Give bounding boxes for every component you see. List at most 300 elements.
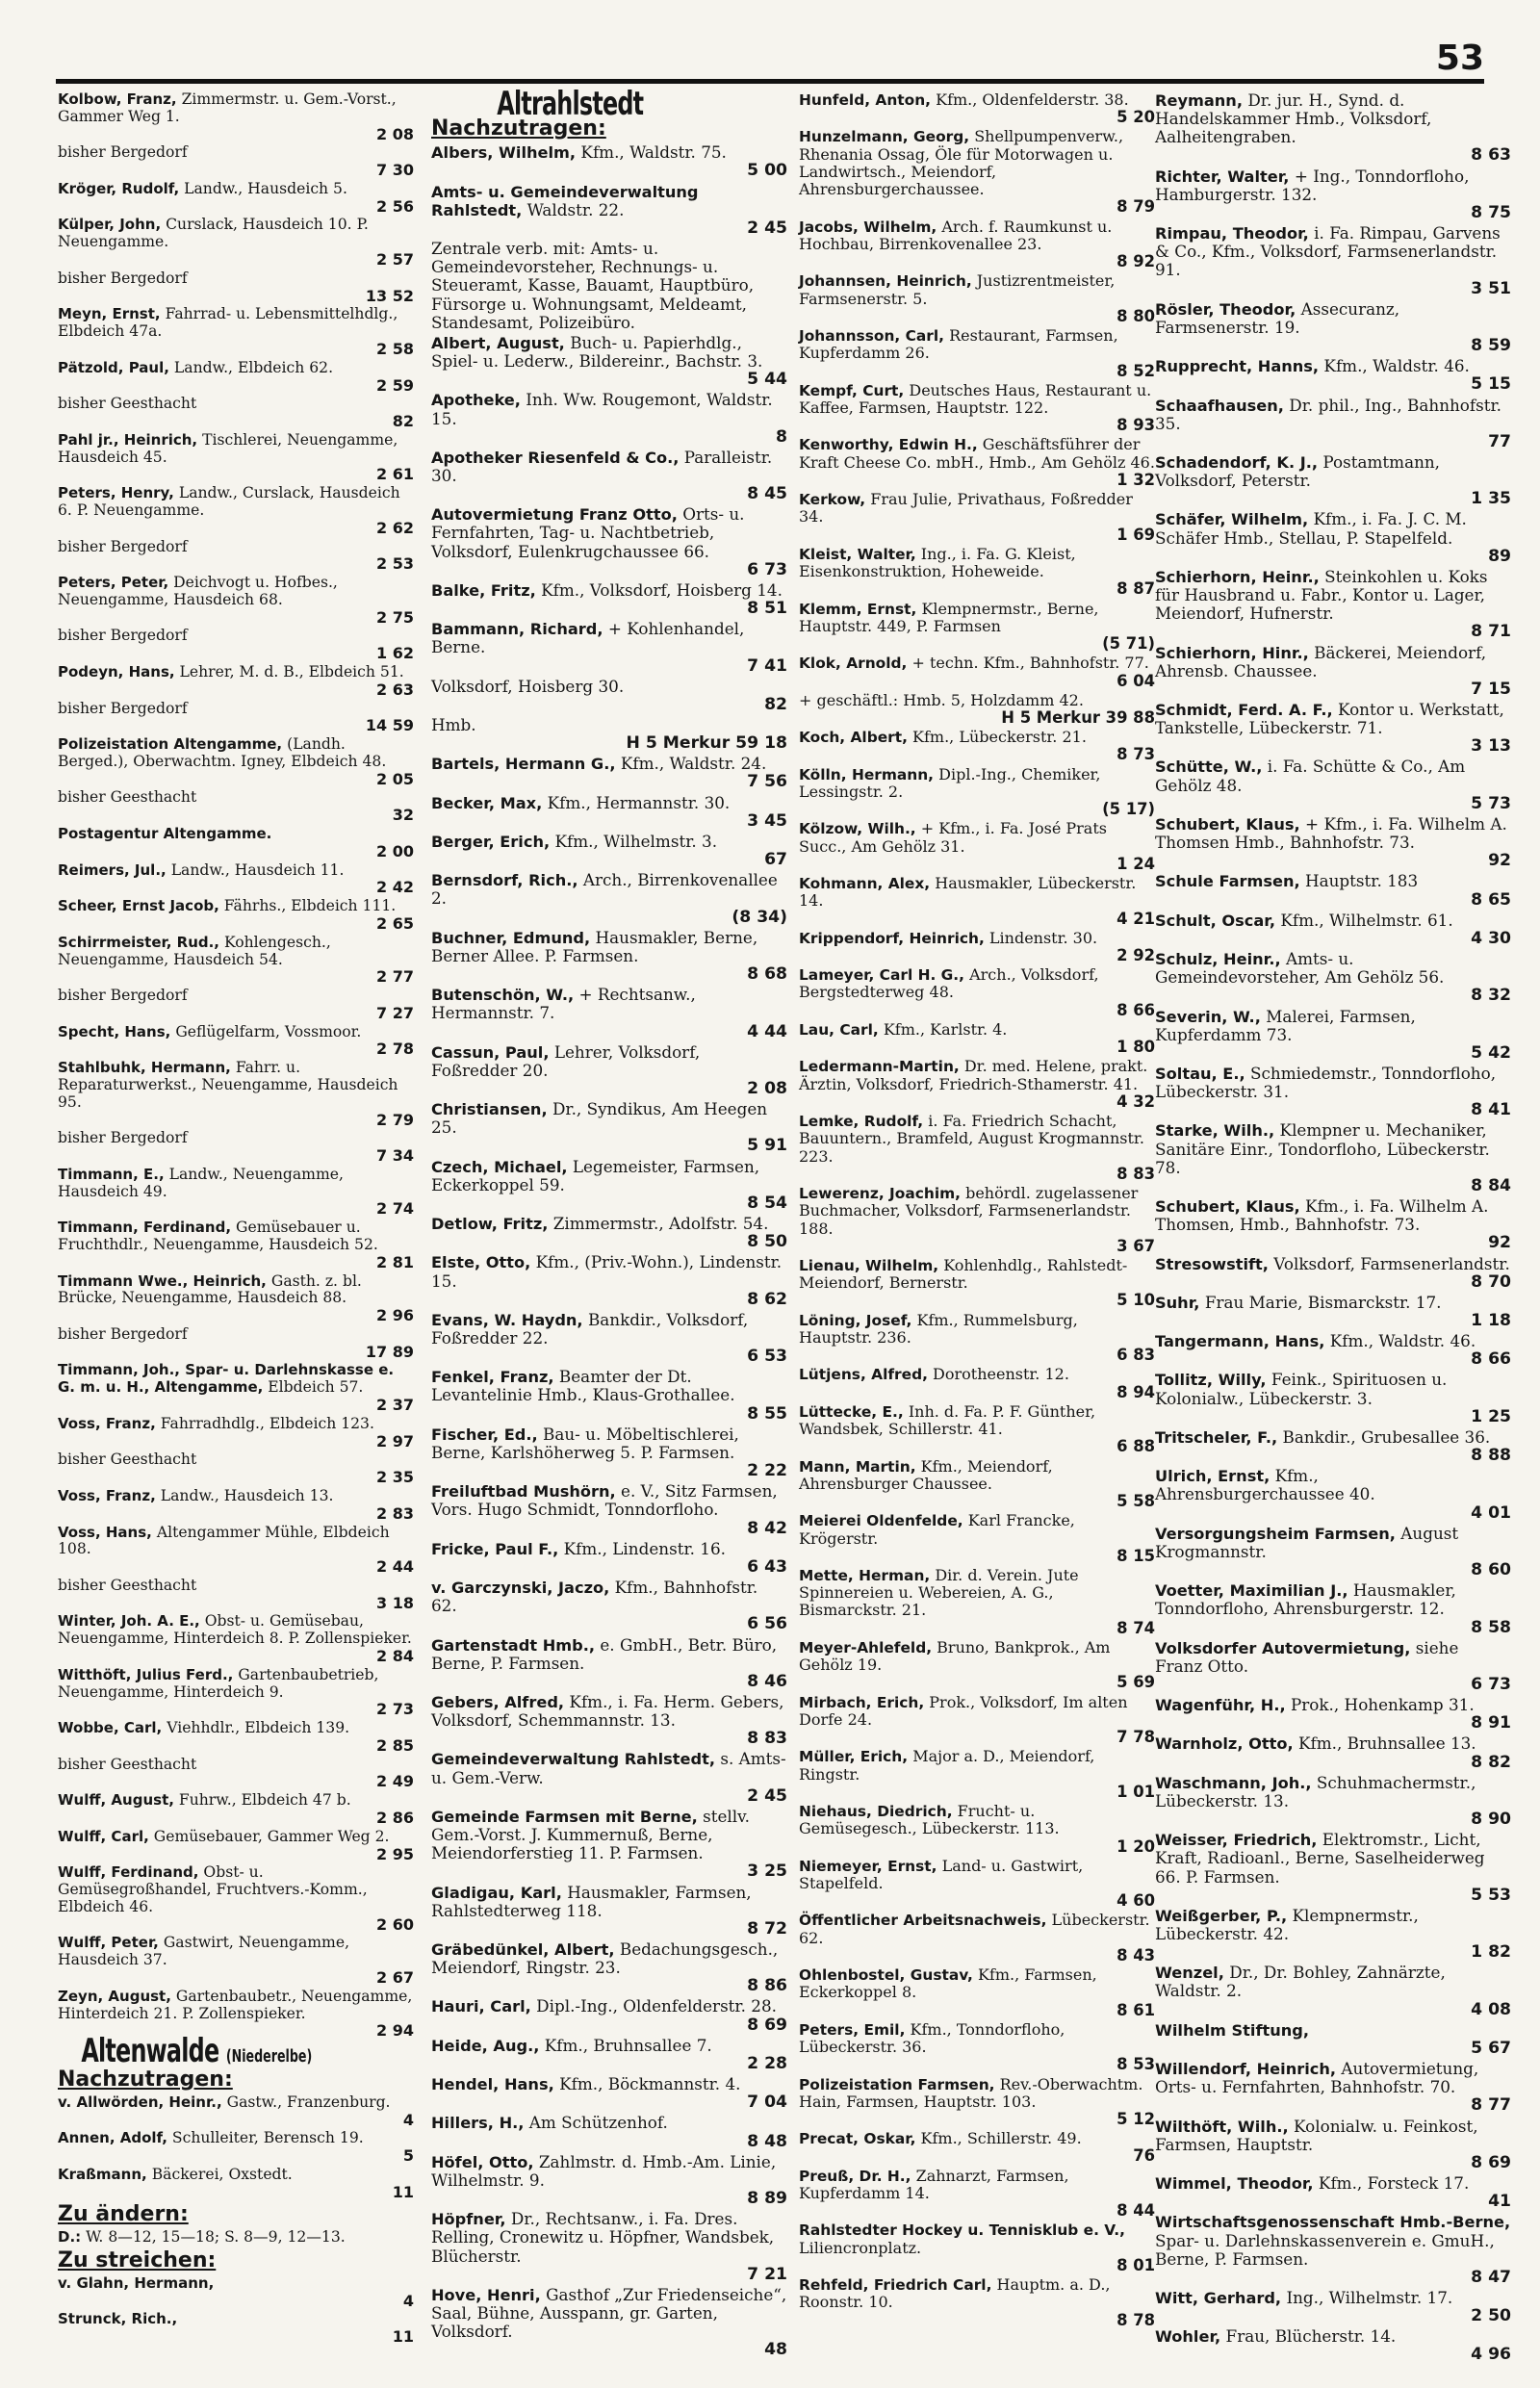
entry-name: Wohler, [1155,2327,1221,2347]
entry-details: Kfm., Waldstr. 24. [620,754,767,774]
entry-details: Legemeister, Farmsen, Eckerkoppel 59. [431,1156,760,1194]
directory-entry [1155,1065,1511,1119]
entry-name: Postagentur Altengamme. [58,825,272,843]
phone-number: 8 58 [1471,1617,1511,1637]
phone-number: (5 71) [1102,634,1155,654]
entry-details: Kfm., Hermannstr. 30. [547,792,731,812]
town-heading [58,2032,336,2071]
entry-details: Landw., Curslack, Hausdeich 6. P. Neuengamme. [58,484,400,519]
entry-name: Koch, Albert, [799,729,908,747]
entry-name: Hauri, Carl, [431,1997,531,2016]
directory-entry [58,2275,414,2310]
phone-number: 8 66 [1471,1349,1511,1370]
entry-name: Bartels, Hermann G., [431,755,616,774]
directory-entry [799,655,1155,689]
phone-number: 8 77 [1471,2095,1511,2116]
directory-entry [799,91,1155,126]
directory-entry [58,1060,414,1128]
entry-details: Landw., Hausdeich 11. [170,860,345,879]
directory-entry [1155,644,1511,699]
entry-details: Restaurant, Farmsen, Kupferdamm 26. [799,326,1118,363]
entry-details: Bäckerei, Oxstedt. [151,2165,293,2183]
phone-number: 4 30 [1471,928,1511,948]
entry-name: v. Allwörden, Heinr., [58,2093,222,2111]
phone-number: 1 01 [1116,1782,1155,1801]
section-heading: Nachzutragen: [58,2067,233,2092]
entry-name: Voss, Hans, [58,1523,152,1541]
entry-name: Schierhorn, Hinr., [1155,643,1309,662]
entry-name: Schäfer, Wilhelm, [1155,510,1309,529]
entry-name: Lameyer, Carl H. G., [799,966,964,985]
entry-details: Steinkohlen u. Koks für Hausbrand u. Fabr., Kontor u. Lager, Meiendorf, Hufnerstr. [1155,566,1488,624]
entry-name: Christiansen, [431,1100,548,1119]
phone-number: 8 66 [1116,1000,1155,1019]
entry-details: Frau Marie, Bismarckstr. 17. [1204,1292,1442,1312]
phone-number: 8 15 [1116,1546,1155,1565]
phone-number: 4 60 [1116,1891,1155,1911]
directory-entry [58,935,414,986]
directory-entry [799,272,1155,325]
phone-number: 1 20 [1116,1836,1155,1856]
directory-entry [431,986,787,1040]
entry-name: Fenkel, Franz, [431,1368,554,1387]
top-rule [56,79,1484,84]
entry-name: Kenworthy, Edwin H., [799,436,978,454]
entry-details: Waldstr. 22. [526,199,625,219]
phone-number: 8 59 [1471,336,1511,356]
directory-entry [58,432,414,483]
directory-entry [58,2311,414,2346]
entry-details: Gastwirt, Neuengamme, Hausdeich 37. [58,1934,350,1969]
directory-entry [58,1829,414,1863]
phone-number: 5 67 [1471,2038,1511,2058]
entry-name: Czech, Michael, [431,1157,568,1176]
phone-number: 5 12 [1116,2110,1155,2129]
entry-details: Landw., Hausdeich 5. [184,179,347,197]
phone-number: 4 08 [1471,1999,1511,2019]
directory-entry [431,240,787,332]
entry-details: Viehhdlr., Elbdeich 139. [167,1719,350,1737]
directory-entry [58,862,414,897]
entry-name: Gemeinde Farmsen mit Berne, [431,1807,698,1826]
entry-name: Witt, Gerhard, [1155,2288,1282,2307]
phone-number: 8 60 [1471,1560,1511,1580]
entry-details: + geschäftl.: Hmb. 5, Holzdamm 42. [799,690,1084,709]
directory-entry [58,628,414,662]
directory-entry [799,1966,1155,2019]
phone-number: 2 67 [376,1968,414,1988]
entry-details: e. GmbH., Betr. Büro, Berne, P. Farmsen. [431,1634,778,1673]
entry-name: Hillers, H., [431,2114,525,2133]
phone-number: 2 58 [376,339,414,358]
directory-entry [799,1694,1155,1747]
directory-entry [799,1021,1155,1056]
entry-name: Mirbach, Erich, [799,1693,925,1711]
directory-entry [58,360,414,395]
entry-name: Lemke, Rudolf, [799,1113,924,1131]
phone-number: 2 81 [376,1252,414,1271]
directory-entry [1155,1294,1511,1330]
directory-entry [431,833,787,869]
entry-details: Spar- u. Darlehnskassenverein e. GmuH., Berne, P. Farmsen. [1155,2230,1495,2269]
directory-entry [431,678,787,714]
entry-name: Willendorf, Heinrich, [1155,2060,1337,2079]
entry-details: Zentrale verb. mit: Amts- u. Gemeindevorsteher, Rechnungs- u. Steueramt, Kasse, Bauamt, Hauptbüro, Fürsorge u. Wohnungsamt, Meldeamt, Standesamt, Polizeibüro. [431,239,755,332]
entry-details: Bruno, Bankprok., Am Gehölz 19. [799,1637,1111,1675]
directory-entry [58,1792,414,1827]
entry-details: Dr. phil., Ing., Bahnhofstr. 35. [1155,395,1502,433]
entry-name: Wagenführ, H., [1155,1696,1286,1715]
phone-number: 2 74 [376,1199,414,1219]
phone-number: 77 [1488,431,1511,451]
directory-entry [431,581,787,618]
phone-number: 2 22 [747,1461,787,1481]
directory-entry [1155,757,1511,812]
entry-details: Zahlmstr. d. Hmb.-Am. Linie, Wilhelmstr. 9. [431,2151,777,2190]
town-heading [431,85,709,123]
phone-number: 2 56 [376,196,414,216]
entry-details: (Landh. Berged.), Oberwachtm. Igney, Elbdeich 48. [58,735,387,770]
entry-details: Fährhs., Elbdeich 111. [223,897,397,915]
entry-details: + Kfm., i. Fa. José Prats Succ., Am Gehölz 31. [799,819,1107,856]
entry-name: Müller, Erich, [799,1748,909,1766]
entry-details: bisher Geesthacht [58,1755,197,1773]
entry-details: Orts- u. Fernfahrten, Tag- u. Nachtbetrieb, Volksdorf, Eulenkrugchaussee 66. [431,504,745,561]
directory-entry [431,1693,787,1748]
phone-number: 2 77 [376,967,414,987]
phone-number: 4 [402,2110,414,2129]
entry-name: Soltau, E., [1155,1064,1245,1083]
entry-name: Schubert, Klaus, [1155,814,1300,834]
entry-details: Bäckerei, Meiendorf, Ahrensb. Chaussee. [1155,642,1487,680]
phone-number: 8 91 [1471,1713,1511,1733]
entry-name: Polizeistation Altengamme, [58,735,283,754]
directory-entry [799,1257,1155,1310]
directory-entry [58,1525,414,1576]
phone-number: 8 61 [1116,2000,1155,2019]
directory-entry [431,334,787,389]
entry-details: bisher Bergedorf [58,699,188,717]
entry-details: Liliencronplatz. [799,2238,922,2257]
directory-entry [58,1864,414,1933]
directory-entry [58,789,414,824]
entry-name: Klemm, Ernst, [799,600,917,618]
phone-number: 2 49 [376,1772,414,1791]
entry-name: Polizeistation Farmsen, [799,2075,995,2093]
directory-entry [431,1808,787,1882]
entry-details: stellv. Gem.-Vorst. J. Kummernuß, Berne, Meiendorferstieg 11. P. Farmsen. [431,1806,750,1863]
phone-number: 2 42 [376,878,414,897]
phone-number: 6 83 [1116,1346,1155,1365]
column-3 [799,91,1155,2331]
directory-entry [1155,1255,1511,1292]
directory-entry [1155,912,1511,948]
entry-details: Kfm., Bruhnsallee 7. [544,2035,712,2055]
entry-details: Karl Francke, Krögerstr. [799,1511,1075,1548]
entry-details: bisher Bergedorf [58,627,188,645]
entry-name: Freiluftbad Mushörn, [431,1482,616,1502]
directory-entry [1155,950,1511,1005]
phone-number: 1 80 [1116,1038,1155,1057]
phone-number: 8 55 [747,1403,787,1424]
entry-details: bisher Bergedorf [58,269,188,287]
phone-number: 2 57 [376,250,414,270]
entry-name: Butenschön, W., [431,986,575,1005]
directory-entry [799,766,1155,819]
entry-name: Stahlbuhk, Hermann, [58,1059,231,1077]
phone-number: 3 51 [1471,278,1511,298]
phone-number: 8 86 [747,1976,787,1996]
directory-entry [58,1935,414,1986]
entry-name: Rösler, Theodor, [1155,299,1296,319]
entry-name: Ledermann-Martin, [799,1058,960,1076]
entry-details: Klempner u. Mechaniker, Sanitäre Einr., Tondorfloho, Lübeckerstr. 78. [1155,1120,1490,1177]
entry-name: Annen, Adolf, [58,2129,167,2147]
entry-details: Landw., Hausdeich 13. [160,1486,334,1504]
entry-name: Hunfeld, Anton, [799,91,932,109]
phone-number: 92 [1488,1233,1511,1253]
directory-entry [58,2167,414,2201]
entry-details: Kfm., Oldenfelderstr. 38. [936,90,1129,109]
directory-entry [431,2286,787,2360]
phone-number: 5 00 [747,161,787,181]
entry-name: Waschmann, Joh., [1155,1773,1312,1792]
entry-name: Gladigau, Karl, [431,1883,562,1902]
entry-name: Fischer, Ed., [431,1425,538,1444]
phone-number: 8 89 [747,2189,787,2209]
entry-name: Niehaus, Diedrich, [799,1803,953,1821]
entry-name: Schaafhausen, [1155,396,1284,415]
phone-number: 3 67 [1116,1236,1155,1255]
entry-name: Kleist, Walter, [799,545,916,563]
directory-entry [1155,1371,1511,1425]
phone-number: 2 65 [376,913,414,933]
entry-details: Inh. Ww. Rougemont, Waldstr. 15. [431,390,773,428]
entry-name: Weisser, Friedrich, [1155,1831,1318,1850]
phone-number: 3 25 [747,1862,787,1882]
phone-number: 5 58 [1116,1492,1155,1511]
entry-details: Hausmakler, Farmsen, Rahlstedterweg 118. [431,1882,752,1920]
entry-name: Volksdorfer Autovermietung, [1155,1638,1411,1657]
phone-number: 4 [402,2291,414,2310]
entry-details: i. Fa. Friedrich Schacht, Bauuntern., Bramfeld, August Krogmannstr. 223. [799,1112,1144,1166]
phone-number: (8 34) [732,907,787,927]
entry-details: Deutsches Haus, Restaurant u. Kaffee, Farmsen, Hauptstr. 122. [799,380,1152,417]
entry-name: Hendel, Hans, [431,2075,554,2094]
directory-entry [58,1220,414,1271]
entry-details: Dipl.-Ing., Oldenfelderstr. 28. [536,1996,777,2016]
entry-name: Niemeyer, Ernst, [799,1857,937,1875]
entry-details: Kfm., i. Fa. Wilhelm A. Thomsen, Hmb., Bahnhofstr. 73. [1155,1196,1489,1235]
entry-details: Kfm., i. Fa. J. C. M. Schäfer Hmb., Stellau, P. Stapelfeld. [1155,509,1467,548]
entry-details: August Krogmannstr. [1155,1523,1459,1561]
entry-details: Kfm., Waldstr. 46. [1323,356,1470,376]
entry-name: Tangermann, Hans, [1155,1332,1325,1351]
entry-name: Tritscheler, F., [1155,1427,1278,1447]
directory-entry [58,1416,414,1451]
phone-number: 5 42 [1471,1042,1511,1063]
entry-details: bisher Bergedorf [58,537,188,555]
directory-entry [431,794,787,831]
entry-details: Arch., Volksdorf, Bergstedterweg 48. [799,965,1099,1002]
directory-entry [431,1368,787,1423]
phone-number: 2 61 [376,465,414,484]
entry-details: Paralleistr. 30. [431,447,773,485]
entry-details: siehe Franz Otto. [1155,1637,1459,1676]
entry-name: Wulff, August, [58,1791,174,1810]
directory-entry [1155,1197,1511,1252]
entry-name: Öffentlicher Arbeitsnachweis, [799,1912,1047,1930]
entry-details: Kfm., Bruhnsallee 13. [1297,1733,1476,1754]
directory-entry [431,449,787,503]
phone-number: 2 78 [376,1040,414,1059]
phone-number: 82 [764,694,787,714]
phone-number: 41 [1488,2192,1511,2212]
entry-name: Heide, Aug., [431,2036,540,2055]
phone-number: 1 18 [1471,1311,1511,1330]
directory-entry [431,1997,787,2034]
entry-details: Zahnarzt, Farmsen, Kupferdamm 14. [799,2166,1069,2202]
phone-number: 7 78 [1116,1728,1155,1747]
directory-entry [799,1912,1155,1964]
phone-number: H 5 Merkur 39 88 [1001,707,1155,727]
directory-entry [799,1058,1155,1111]
phone-number: 5 53 [1471,1885,1511,1905]
entry-name: Schulz, Heinr., [1155,950,1281,969]
entry-details: Curslack, Hausdeich 10. P. Neuengamme. [58,216,369,251]
column-2 [431,85,787,2361]
phone-number: 2 86 [376,1809,414,1827]
entry-name: Apotheke, [431,391,521,410]
phone-number: 7 21 [747,2264,787,2284]
entry-details: Kolonialw. u. Feinkost, Farmsen, Hauptstr. [1155,2116,1478,2154]
entry-name: Preuß, Dr. H., [799,2167,911,2185]
phone-number: 2 44 [376,1557,414,1577]
phone-number: 3 45 [747,810,787,831]
phone-number: 8 72 [747,1918,787,1939]
entry-name: Rahlstedter Hockey u. Tennisklub e. V., [799,2221,1125,2240]
entry-details: Arch. f. Raumkunst u. Hochbau, Birrenkovenallee 23. [799,217,1113,253]
entry-name: Warnholz, Otto, [1155,1734,1294,1754]
entry-name: Peters, Henry, [58,484,174,502]
page-number: 53 [1435,39,1484,78]
directory-entry [58,1667,414,1718]
town-name: Altrahlstedt [497,85,644,123]
directory-entry [431,1043,787,1098]
phone-number: 4 96 [1471,2345,1511,2365]
entry-details: Buch- u. Papierhdlg., Spiel- u. Lederw., Bildereinr., Bachstr. 3. [431,332,763,372]
entry-details: Kfm., Lindenstr. 16. [563,1538,726,1558]
phone-number: 2 83 [376,1503,414,1523]
directory-entry [1155,224,1511,298]
entry-name: Ohlenbostel, Gustav, [799,1966,973,1985]
entry-name: Meyn, Ernst, [58,305,161,323]
entry-details: Kfm., Karlstr. 4. [883,1019,1008,1039]
directory-entry [431,755,787,791]
entry-name: Wirtschaftsgenossenschaft Hmb.-Berne, [1155,2213,1511,2232]
phone-number: 11 [392,2327,414,2347]
entry-name: Precat, Oskar, [799,2130,916,2148]
entry-details: Kfm., Bahnhofstr. 62. [431,1578,758,1616]
entry-details: Rev.-Oberwachtm. Hain, Farmsen, Hauptstr. 103. [799,2074,1143,2111]
entry-name: Hunzelmann, Georg, [799,128,970,146]
directory-entry [1155,2021,1511,2058]
entry-name: Starke, Wilh., [1155,1121,1275,1141]
entry-name: Detlow, Fritz, [431,1215,549,1234]
phone-number: 8 90 [1471,1810,1511,1830]
directory-entry [58,181,414,216]
entry-details: Zimmermstr. u. Gem.-Vorst., Gammer Weg 1. [58,90,397,125]
entry-details: Hauptstr. 183 [1304,871,1419,891]
directory-entry [58,1167,414,1218]
entry-details: Fuhrw., Elbdeich 47 b. [178,1791,351,1810]
directory-entry [431,1579,787,1633]
entry-name: Wulff, Peter, [58,1934,159,1952]
entry-details: Kfm., Tonndorfloho, Lübeckerstr. 36. [799,2019,1065,2057]
entry-name: Rehfeld, Friedrich Carl, [799,2276,992,2295]
phone-number: 8 71 [1471,622,1511,642]
phone-number: 8 43 [1116,1945,1155,1964]
directory-entry [799,1458,1155,1511]
phone-number: 2 45 [747,1785,787,1806]
entry-name: Buchner, Edmund, [431,928,591,947]
phone-number: 14 59 [365,716,414,735]
entry-details: Bankdir., Volksdorf, Foßredder 22. [431,1309,749,1348]
directory-entry [431,871,787,926]
phone-number: 8 94 [1116,1382,1155,1401]
directory-entry [58,575,414,626]
entry-details: Lehrer, M. d. B., Elbdeich 51. [179,663,404,680]
entry-name: Evans, W. Haydn, [431,1310,583,1329]
directory-entry [799,729,1155,763]
entry-details: bisher Geesthacht [58,1451,197,1469]
entry-details: Inh. d. Fa. P. F. Günther, Wandsbek, Schillerstr. 41. [799,1401,1096,1439]
directory-entry [799,966,1155,1019]
entry-details: Kfm., Rummelsburg, Hauptstr. 236. [799,1310,1078,1347]
phone-number: H 5 Merkur 59 18 [626,733,787,754]
entry-name: Witthöft, Julius Ferd., [58,1665,234,1683]
directory-entry [58,1757,414,1791]
directory-entry [799,1185,1155,1255]
entry-name: Reimers, Jul., [58,860,167,879]
phone-number: 32 [392,806,414,825]
entry-name: Kohmann, Alex, [799,875,931,893]
phone-number: 8 84 [1471,1175,1511,1195]
phone-number: 2 05 [376,769,414,788]
phone-number: 8 62 [747,1289,787,1309]
entry-name: Johannsen, Heinrich, [799,272,972,291]
directory-entry [799,1512,1155,1565]
directory-entry [799,1403,1155,1456]
directory-entry [58,1024,414,1059]
entry-details: Kfm., i. Fa. Herm. Gebers, Volksdorf, Schemmannstr. 13. [431,1691,784,1731]
entry-details: Kfm., (Priv.-Wohn.), Lindenstr. 15. [431,1252,783,1291]
entry-name: Berger, Erich, [431,832,551,851]
entry-name: Schirrmeister, Rud., [58,933,220,951]
directory-entry [1155,2289,1511,2325]
directory-entry [1155,2327,1511,2364]
phone-number: 1 24 [1116,854,1155,873]
entry-details: + Rechtsanw., Hermannstr. 7. [431,985,696,1023]
entry-name: Podeyn, Hans, [58,663,175,680]
section-heading: Nachzutragen: [431,116,606,141]
directory-entry [799,1312,1155,1365]
entry-name: Johannsson, Carl, [799,327,945,346]
entry-name: Versorgungsheim Farmsen, [1155,1524,1396,1543]
phone-number: 2 95 [376,1844,414,1863]
entry-name: Lau, Carl, [799,1020,879,1039]
entry-details: Kfm., Meiendorf, Ahrensburger Chaussee. [799,1456,1053,1493]
